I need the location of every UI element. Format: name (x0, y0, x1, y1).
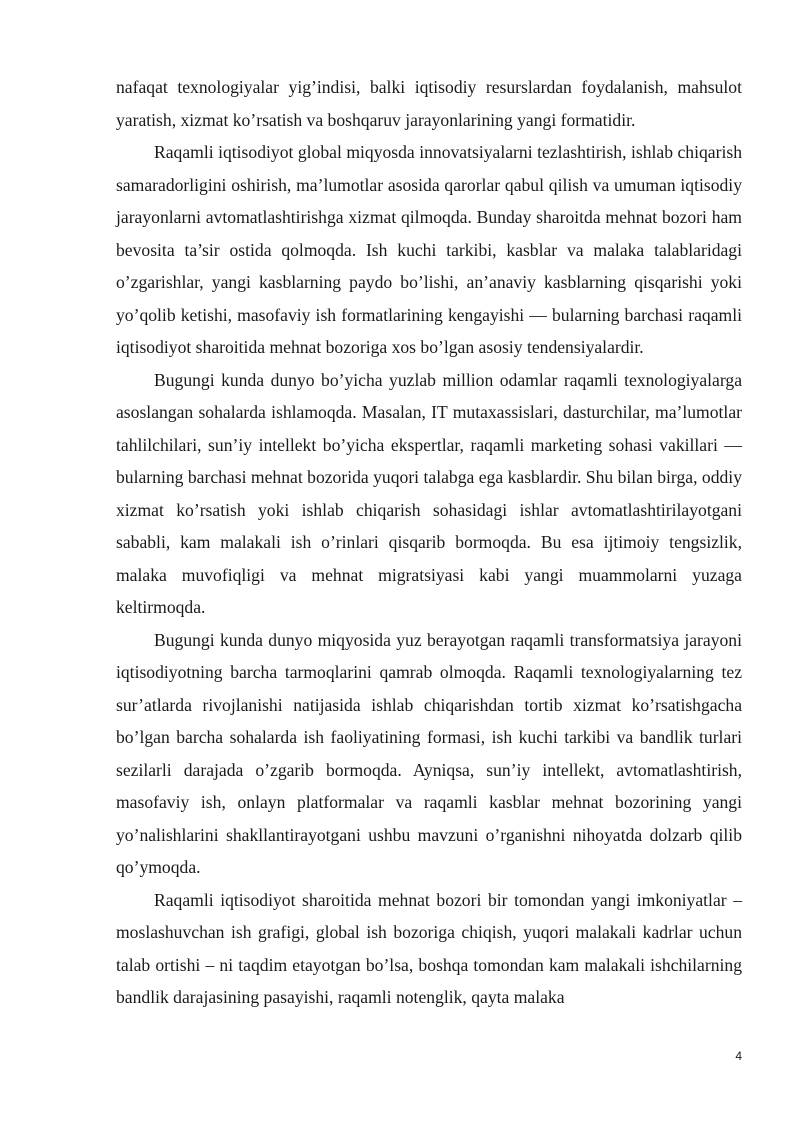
paragraph: Raqamli iqtisodiyot global miqyosda innovatsiyalarni tezlashtirish, ishlab chiqarish samaradorligini oshirish, ma’lumotlar asosida qarorlar qabul qilish va umuman iqtisodiy jarayonlarni avtomatlashtirishga xizmat qilmoqda. Bunday sharoitda mehnat bozori ham bevosita ta’sir ostida qolmoqda. Ish kuchi tarkibi, kasblar va malaka talablaridagi o’zgarishlar, yangi kasblarning paydo bo’lishi, an’anaviy kasblarning qisqarishi yoki yo’qolib ketishi, masofaviy ish formatlarining kengayishi — bularning barchasi raqamli iqtisodiyot sharoitida mehnat bozoriga xos bo’lgan asosiy tendensiyalardir. (116, 142, 742, 357)
paragraph: Bugungi kunda dunyo miqyosida yuz berayotgan raqamli transformatsiya jarayoni iqtisodiyotning barcha tarmoqlarini qamrab olmoqda. Raqamli texnologiyalarning tez sur’atlarda rivojlanishi natijasida ishlab chiqarishdan tortib xizmat ko’rsatishgacha bo’lgan barcha sohalarda ish faoliyatining formasi, ish kuchi tarkibi va bandlik turlari sezilarli darajada o’zgarib bormoqda. Ayniqsa, sun’iy intellekt, avtomatlashtirish, masofaviy ish, onlayn platformalar va raqamli kasblar mehnat bozorining yangi yo’nalishlarini shakllantirayotgani ushbu mavzuni o’rganishni nihoyatda dolzarb qilib qo’ymoqda. (116, 629, 742, 877)
paragraph: Raqamli iqtisodiyot sharoitida mehnat bozori bir tomondan yangi imkoniyatlar – moslashuvchan ish grafigi, global ish bozoriga chiqish, yuqori malakali kadrlar uchun talab ortishi – ni taqdim etayotgan bo’lsa, boshqa tomondan kam malakali ishchilarning bandlik darajasining pasayishi, raqamli notenglik, qayta malaka (116, 889, 742, 1007)
paragraph-continuation: nafaqat texnologiyalar yig’indisi, balki iqtisodiy resurslardan foydalanish, mahsulot yaratish, xizmat ko’rsatish va boshqaruv jarayonlarining yangi formatidir. (116, 77, 742, 130)
page-number: 4 (735, 1049, 742, 1063)
paragraph: Bugungi kunda dunyo bo’yicha yuzlab million odamlar raqamli texnologiyalarga asoslangan sohalarda ishlamoqda. Masalan, IT mutaxassislari, dasturchilar, ma’lumotlar tahlilchilari, sun’iy intellekt bo’yicha ekspertlar, raqamli marketing sohasi vakillari — bularning barchasi mehnat bozorida yuqori talabga ega kasblardir. Shu bilan birga, oddiy xizmat ko’rsatish yoki ishlab chiqarish sohasidagi ishlar avtomatlashtirilayotgani sababli, kam malakali ish o’rinlari qisqarib bormoqda. Bu esa ijtimoiy tengsizlik, malaka muvofiqligi va mehnat migratsiyasi kabi yangi muammolarni yuzaga keltirmoqda. (116, 369, 742, 617)
page-body-text (116, 71, 742, 1014)
